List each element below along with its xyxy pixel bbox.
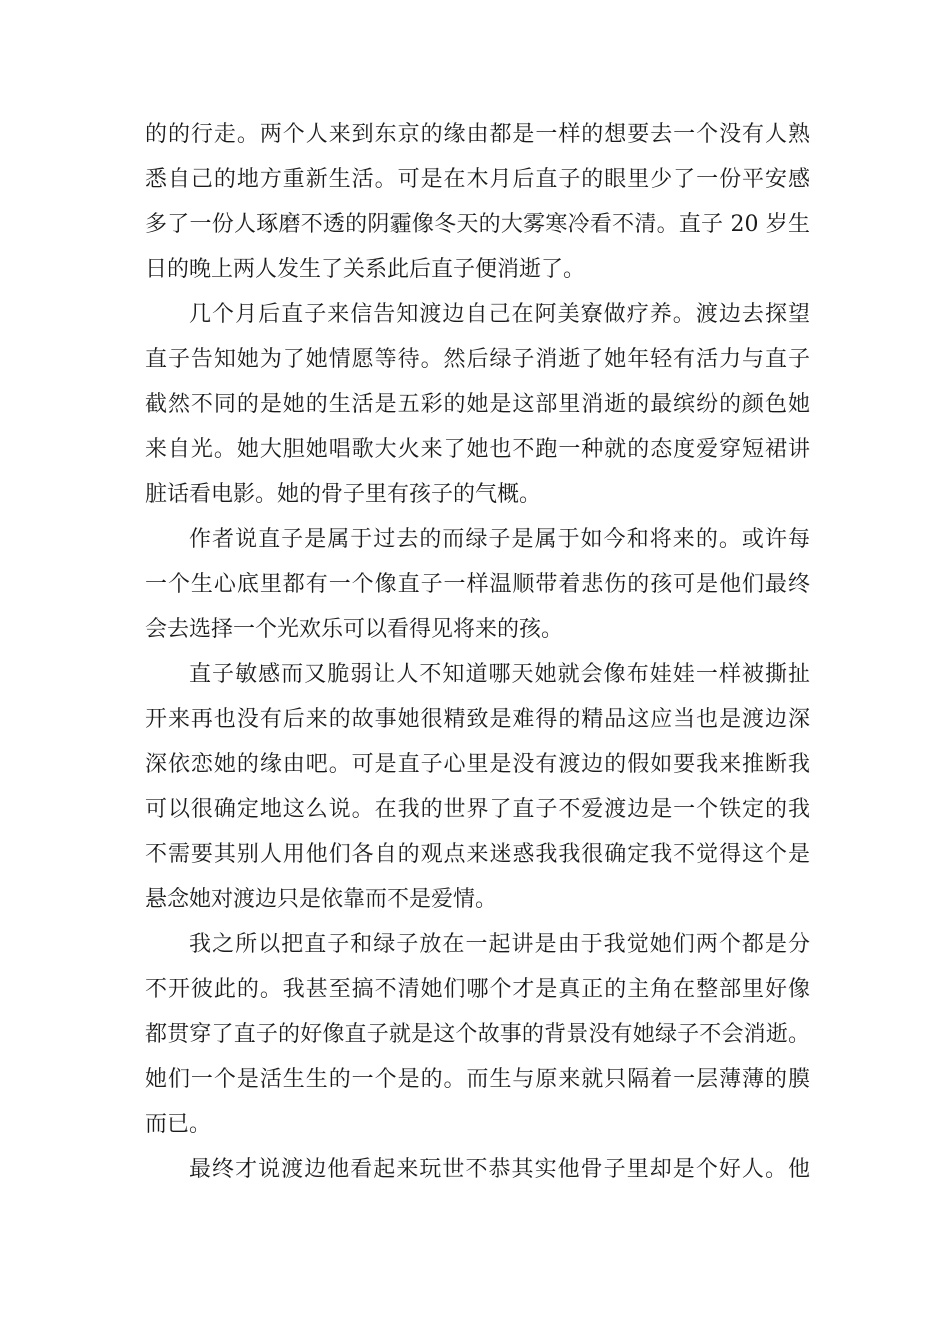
text-line: 深依恋她的缘由吧。可是直子心里是没有渡边的假如要我来推断我 (145, 752, 810, 777)
text-line: 的的行走。两个人来到东京的缘由都是一样的想要去一个没有人熟 (145, 122, 810, 147)
paragraph-3 (145, 517, 810, 652)
text-line: 日的晚上两人发生了关系此后直子便消逝了。 (145, 257, 586, 282)
paragraph-6 (145, 1147, 810, 1192)
text-line: 悉自己的地方重新生活。可是在木月后直子的眼里少了一份平安感 (145, 167, 810, 192)
text-line: 直子告知她为了她情愿等待。然后绿子消逝了她年轻有活力与直子 (145, 347, 810, 372)
text-line: 可以很确定地这么说。在我的世界了直子不爱渡边是一个铁定的我 (145, 797, 810, 822)
text-line: 来自光。她大胆她唱歌大火来了她也不跑一种就的态度爱穿短裙讲 (145, 437, 810, 462)
text-line: 最终才说渡边他看起来玩世不恭其实他骨子里却是个好人。他 (189, 1157, 810, 1182)
paragraph-1 (145, 112, 810, 292)
text-line: 不开彼此的。我甚至搞不清她们哪个才是真正的主角在整部里好像 (145, 977, 810, 1002)
text-line: 直子敏感而又脆弱让人不知道哪天她就会像布娃娃一样被撕扯 (189, 662, 810, 687)
text-line: 开来再也没有后来的故事她很精致是难得的精品这应当也是渡边深 (145, 707, 810, 732)
text-line: 悬念她对渡边只是依靠而不是爱情。 (145, 887, 498, 912)
paragraph-5 (145, 922, 810, 1147)
text-line: 几个月后直子来信告知渡边自己在阿美寮做疗养。渡边去探望 (189, 302, 810, 327)
text-line: 作者说直子是属于过去的而绿子是属于如今和将来的。或许每 (189, 527, 810, 552)
text-line: 而已。 (145, 1112, 212, 1137)
text-line: 不需要其别人用他们各自的观点来迷惑我我很确定我不觉得这个是 (145, 842, 810, 867)
text-line: 我之所以把直子和绿子放在一起讲是由于我觉她们两个都是分 (189, 932, 810, 957)
text-line: 她们一个是活生生的一个是的。而生与原来就只隔着一层薄薄的膜 (145, 1067, 810, 1092)
paragraph-4 (145, 652, 810, 922)
text-line: 一个生心底里都有一个像直子一样温顺带着悲伤的孩可是他们最终 (145, 572, 810, 597)
text-line: 会去选择一个光欢乐可以看得见将来的孩。 (145, 617, 564, 642)
text-line: 都贯穿了直子的好像直子就是这个故事的背景没有她绿子不会消逝。 (145, 1022, 810, 1047)
document-body (145, 112, 810, 1192)
paragraph-2 (145, 292, 810, 517)
text-line: 截然不同的是她的生活是五彩的她是这部里消逝的最缤纷的颜色她 (145, 392, 810, 417)
text-line: 脏话看电影。她的骨子里有孩子的气概。 (145, 482, 542, 507)
text-line: 多了一份人琢磨不透的阴霾像冬天的大雾寒冷看不清。直子 20 岁生 (145, 212, 810, 237)
